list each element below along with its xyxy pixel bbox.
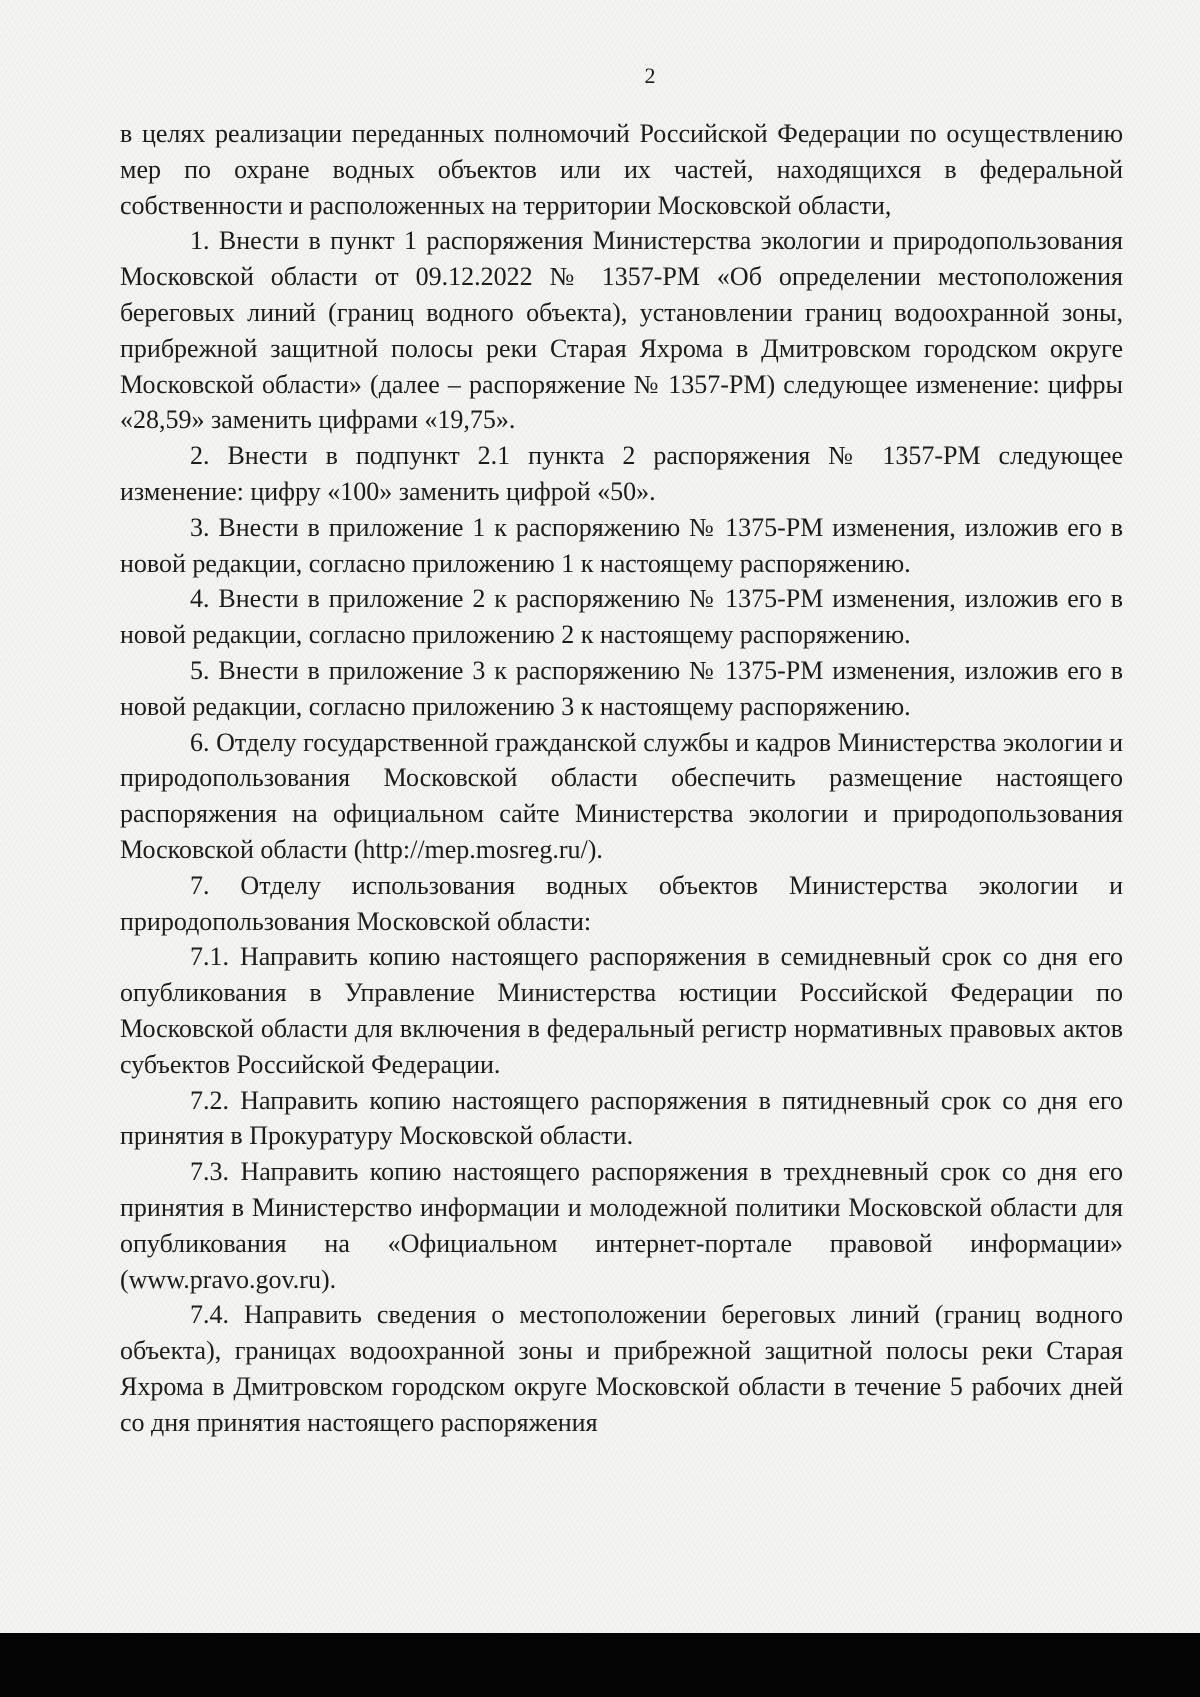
document-body [120, 116, 1123, 1440]
paragraph-item-7-4: 7.4. Направить сведения о местоположении береговых линий (границ водного объекта), границах водоохранной зоны и прибрежной защитной полосы реки Старая Яхрома в Дмитровском городском округе Московской области в течение 5 рабочих дней со дня принятия настоящего распоряжения [120, 1300, 1123, 1437]
paragraph-item-5: 5. Внести в приложение 3 к распоряжению № 1375-РМ изменения, изложив его в новой редакции, согласно приложению 3 к настоящему распоряжению. [120, 655, 1123, 721]
paragraph-item-4: 4. Внести в приложение 2 к распоряжению № 1375-РМ изменения, изложив его в новой редакции, согласно приложению 2 к настоящему распоряжению. [120, 584, 1123, 650]
paragraph-item-1: 1. Внести в пункт 1 распоряжения Министерства экологии и природопользования Московской области от 09.12.2022 № 1357-РМ «Об определении местоположения береговых линий (границ водного объекта), установлении границ водоохранной зоны, прибрежной защитной полосы реки Старая Яхрома в Дмитровском городском округе Московской области» (далее – распоряжение № 1357-РМ) следующее изменение: цифры «28,59» заменить цифрами «19,75». [120, 226, 1123, 435]
paragraph-item-7-1: 7.1. Направить копию настоящего распоряжения в семидневный срок со дня его опубликования в Управление Министерства юстиции Российской Федерации по Московской области для включения в федеральный регистр нормативных правовых актов субъектов Российской Федерации. [120, 942, 1123, 1079]
paragraph-item-6: 6. Отделу государственной гражданской службы и кадров Министерства экологии и природопользования Московской области обеспечить размещение настоящего распоряжения на официальном сайте Министерства экологии и природопользования Московской области (http://mep.mosreg.ru/). [120, 727, 1123, 864]
paragraph-item-3: 3. Внести в приложение 1 к распоряжению № 1375-РМ изменения, изложив его в новой редакции, согласно приложению 1 к настоящему распоряжению. [120, 512, 1123, 578]
paragraph-item-2: 2. Внести в подпункт 2.1 пункта 2 распоряжения № 1357-РМ следующее изменение: цифру «100» заменить цифрой «50». [120, 441, 1123, 506]
paragraph-preamble: в целях реализации переданных полномочий Российской Федерации по осуществлению мер по охране водных объектов или их частей, находящихся в федеральной собственности и расположенных на территории Московской области, [120, 119, 1123, 220]
paragraph-item-7-3: 7.3. Направить копию настоящего распоряжения в трехдневный срок со дня его принятия в Министерство информации и молодежной политики Московской области для опубликования на «Официальном интернет-портале правовой информации» (www.pravo.gov.ru). [120, 1157, 1123, 1294]
scan-border [0, 1633, 1200, 1697]
page-number: 2 [644, 63, 656, 88]
paragraph-item-7-2: 7.2. Направить копию настоящего распоряжения в пятидневный срок со дня его принятия в Прокуратуру Московской области. [120, 1085, 1123, 1151]
paragraph-item-7: 7. Отделу использования водных объектов Министерства экологии и природопользования Московской области: [120, 870, 1123, 936]
